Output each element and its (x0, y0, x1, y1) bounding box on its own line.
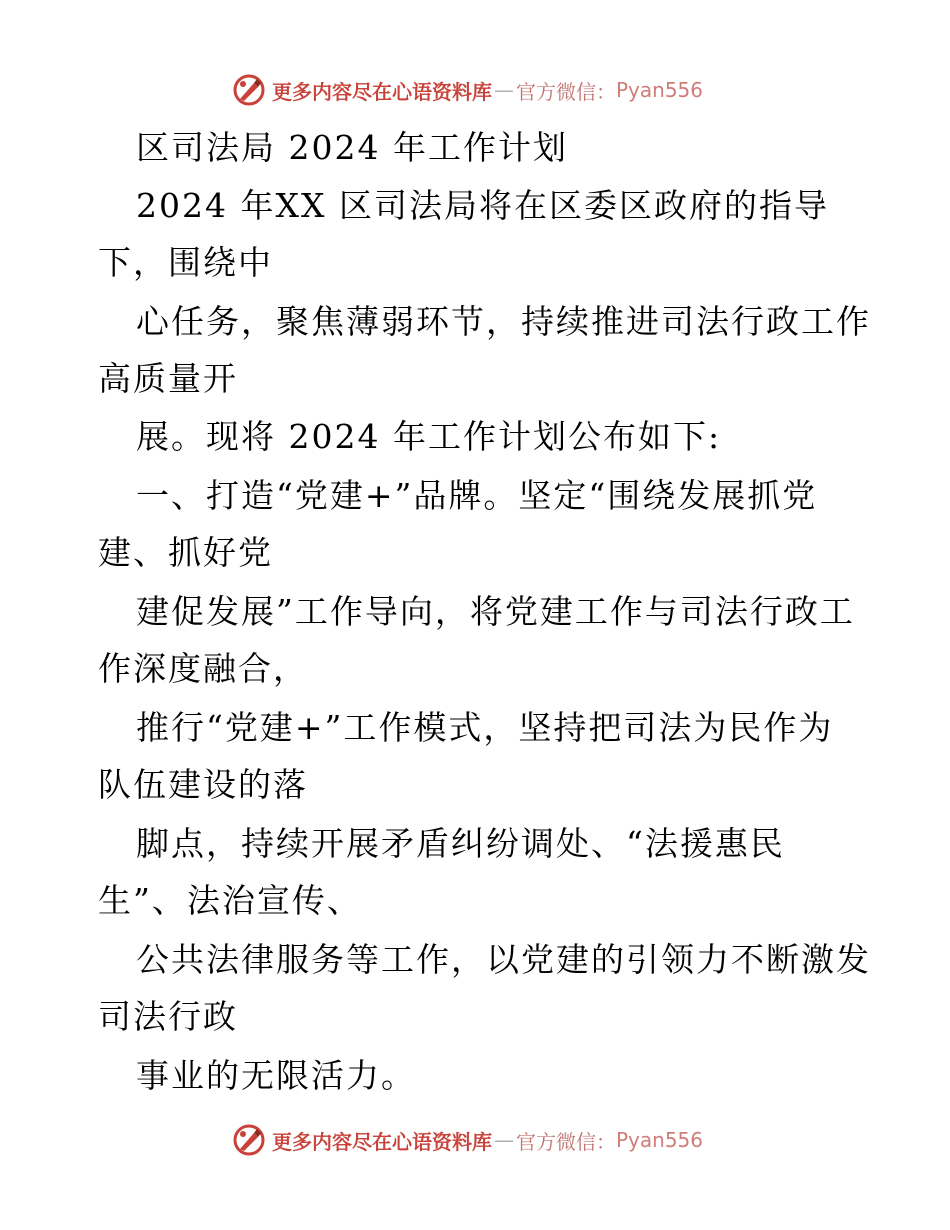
paragraph-line: 队伍建设的落 (98, 765, 308, 804)
document-title: 区司法局 2024 年工作计划 (136, 128, 568, 167)
paragraph-line: 生”、法治宣传、 (98, 881, 362, 920)
pen-logo-icon (232, 73, 266, 107)
paragraph-line: 2024 年XX 区司法局将在区委区政府的指导 (136, 186, 829, 225)
paragraph-line: 建、抓好党 (98, 533, 273, 572)
watermark-brand-text: 更多内容尽在心语资料库 (272, 79, 492, 104)
watermark-dash: — (494, 1128, 514, 1152)
paragraph-line: 高质量开 (98, 359, 238, 398)
paragraph-line: 脚点，持续开展矛盾纠纷调处、“法援惠民 (136, 824, 785, 863)
watermark-header (232, 70, 752, 110)
watermark-wechat-label: 官方微信： (516, 79, 616, 104)
paragraph-line: 公共法律服务等工作，以党建的引领力不断激发 (136, 940, 871, 979)
paragraph-line: 一、打造“党建+”品牌。坚定“围绕发展抓党 (136, 476, 818, 515)
paragraph-line: 司法行政 (98, 997, 238, 1036)
watermark-brand-text: 更多内容尽在心语资料库 (272, 1129, 492, 1154)
watermark-dash: — (494, 78, 514, 102)
watermark-wechat-id: Pyan556 (616, 78, 704, 102)
paragraph-line: 下，围绕中 (98, 243, 273, 282)
pen-logo-icon (232, 1123, 266, 1157)
watermark-footer (232, 1120, 752, 1160)
paragraph-line: 事业的无限活力。 (136, 1056, 416, 1095)
paragraph-line: 作深度融合， (98, 649, 308, 688)
paragraph-line: 展。现将 2024 年工作计划公布如下: (136, 417, 722, 456)
watermark-wechat-label: 官方微信： (516, 1129, 616, 1154)
paragraph-line: 心任务，聚焦薄弱环节，持续推进司法行政工作 (136, 302, 871, 341)
paragraph-line: 建促发展”工作导向，将党建工作与司法行政工 (136, 592, 855, 631)
watermark-wechat-id: Pyan556 (616, 1128, 704, 1152)
paragraph-line: 推行“党建+”工作模式，坚持把司法为民作为 (136, 708, 834, 747)
